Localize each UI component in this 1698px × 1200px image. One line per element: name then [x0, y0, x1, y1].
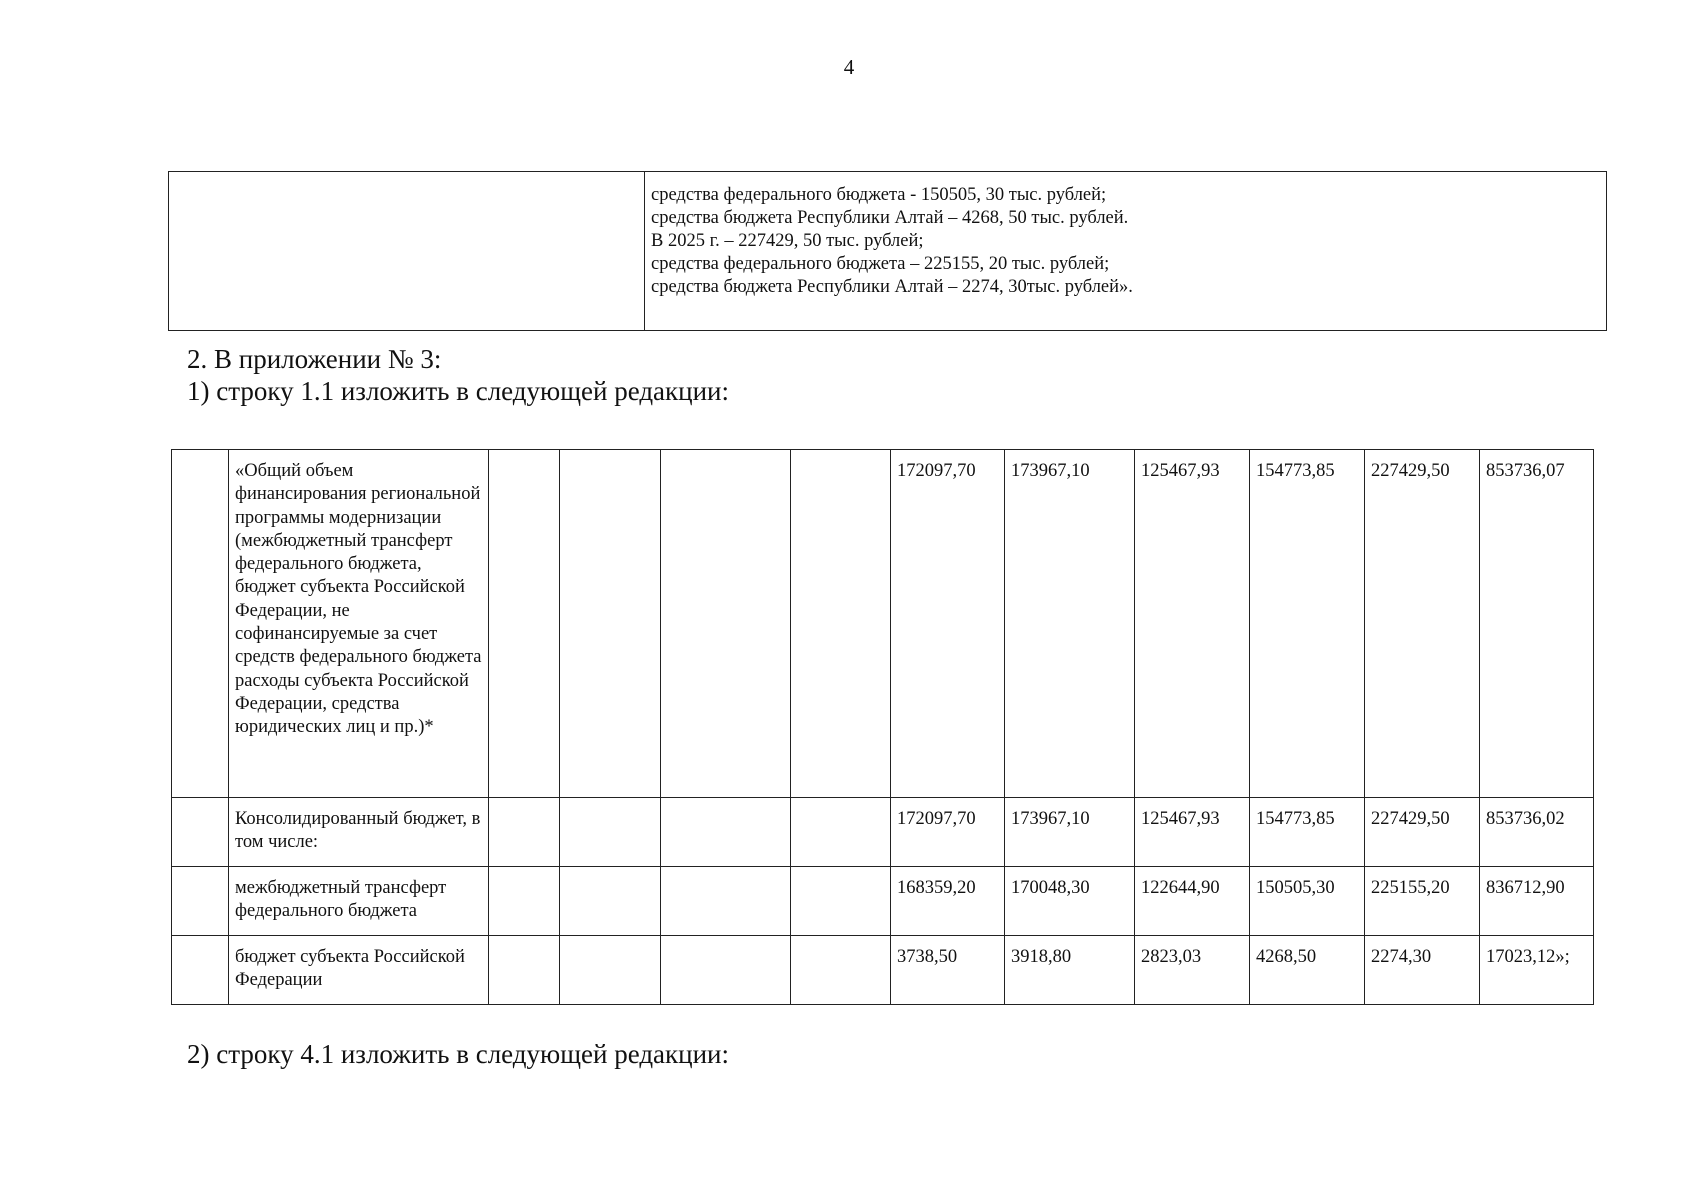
empty-cell: [661, 867, 791, 936]
funding-line: средства бюджета Республики Алтай – 4268, 50 тыс. рублей.: [651, 208, 1129, 228]
value-cell: 225155,20: [1365, 867, 1480, 936]
empty-cell: [169, 172, 645, 331]
value-cell: 3918,80: [1005, 936, 1135, 1005]
empty-cell: [791, 450, 891, 798]
empty-cell: [661, 798, 791, 867]
value-cell: 227429,50: [1365, 798, 1480, 867]
value-cell: 170048,30: [1005, 867, 1135, 936]
value-cell: 173967,10: [1005, 798, 1135, 867]
page-number: 4: [843, 55, 855, 79]
row-number-cell: [172, 936, 229, 1005]
value-cell: 172097,70: [891, 450, 1005, 798]
row-label: межбюджетный трансферт федерального бюджета: [229, 867, 489, 936]
funding-line: средства федерального бюджета – 225155, 20 тыс. рублей;: [651, 254, 1110, 274]
total-cell: 17023,12»;: [1480, 936, 1594, 1005]
row-label: бюджет субъекта Российской Федерации: [229, 936, 489, 1005]
funding-line: В 2025 г. – 227429, 50 тыс. рублей;: [651, 231, 924, 251]
empty-cell: [560, 936, 661, 1005]
value-cell: 125467,93: [1135, 798, 1250, 867]
table-row: [169, 172, 1607, 331]
empty-cell: [489, 867, 560, 936]
value-cell: 168359,20: [891, 867, 1005, 936]
empty-cell: [560, 450, 661, 798]
empty-cell: [489, 936, 560, 1005]
value-cell: 2274,30: [1365, 936, 1480, 1005]
funding-line: средства федерального бюджета - 150505, 30 тыс. рублей;: [651, 185, 1107, 205]
table-row: [172, 867, 1594, 936]
empty-cell: [791, 867, 891, 936]
row-label: Консолидированный бюджет, в том числе:: [229, 798, 489, 867]
funding-continuation-table: [168, 171, 1607, 331]
section-heading: 2. В приложении № 3:: [187, 344, 442, 374]
value-cell: 154773,85: [1250, 450, 1365, 798]
empty-cell: [661, 936, 791, 1005]
value-cell: 173967,10: [1005, 450, 1135, 798]
empty-cell: [791, 936, 891, 1005]
value-cell: 150505,30: [1250, 867, 1365, 936]
financing-table: [171, 449, 1594, 1005]
item-1-heading: 1) строку 1.1 изложить в следующей редакции:: [187, 376, 730, 406]
value-cell: 227429,50: [1365, 450, 1480, 798]
row-label: «Общий объем финансирования региональной программы модернизации (межбюджетный трансферт федерального бюджета, бюджет субъекта Российской Федерации, не софинансируемые за счет средств федерального бюджета расходы субъекта Российской Федерации, средства юридических лиц и пр.)*: [229, 450, 489, 798]
item-2-heading: 2) строку 4.1 изложить в следующей редакции:: [187, 1039, 730, 1069]
table-row: [172, 450, 1594, 798]
row-number-cell: [172, 798, 229, 867]
value-cell: 172097,70: [891, 798, 1005, 867]
empty-cell: [489, 798, 560, 867]
value-cell: 2823,03: [1135, 936, 1250, 1005]
table-row: [172, 798, 1594, 867]
table-row: [172, 936, 1594, 1005]
total-cell: 836712,90: [1480, 867, 1594, 936]
value-cell: 4268,50: [1250, 936, 1365, 1005]
empty-cell: [560, 867, 661, 936]
value-cell: 122644,90: [1135, 867, 1250, 936]
value-cell: 154773,85: [1250, 798, 1365, 867]
value-cell: 125467,93: [1135, 450, 1250, 798]
empty-cell: [791, 798, 891, 867]
funding-line: средства бюджета Республики Алтай – 2274, 30тыс. рублей».: [651, 277, 1133, 297]
total-cell: 853736,07: [1480, 450, 1594, 798]
empty-cell: [489, 450, 560, 798]
value-cell: 3738,50: [891, 936, 1005, 1005]
empty-cell: [560, 798, 661, 867]
row-number-cell: [172, 867, 229, 936]
funding-text-cell: [645, 172, 1607, 331]
total-cell: 853736,02: [1480, 798, 1594, 867]
row-number-cell: [172, 450, 229, 798]
empty-cell: [661, 450, 791, 798]
